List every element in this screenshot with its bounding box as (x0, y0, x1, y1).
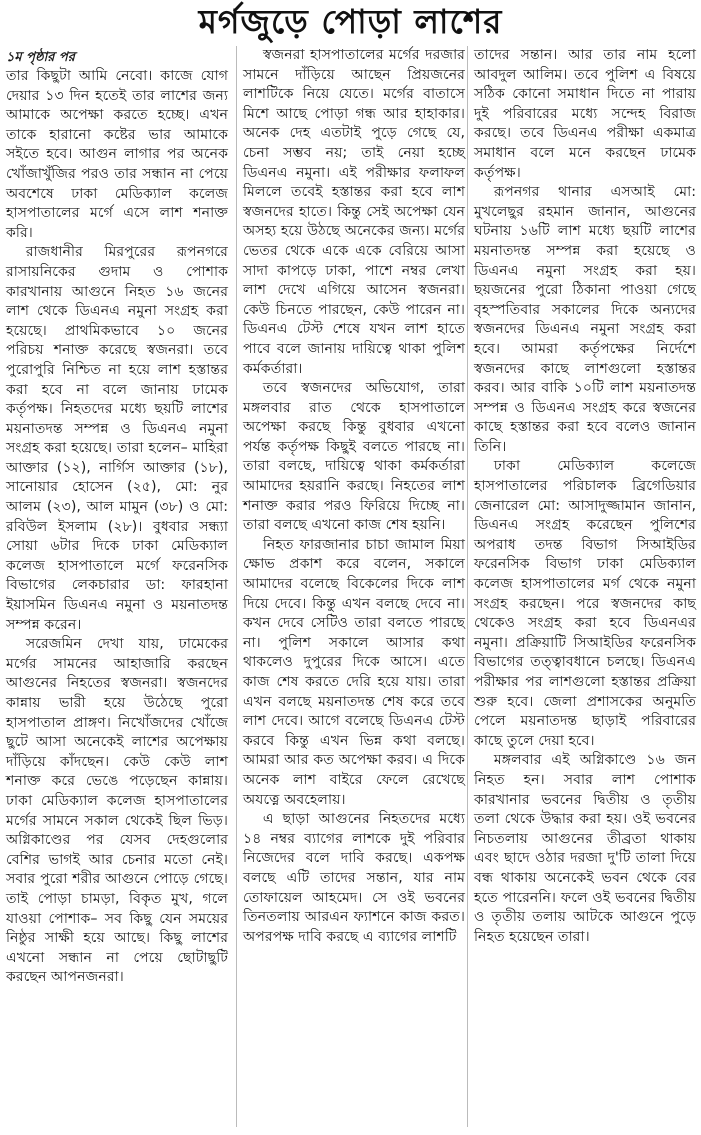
paragraph: তার কিছুটা আমি নেবো। কাজে যোগ দেয়ার ১৩ দিন হতেই তার লাশের জন্য আমাকে অপেক্ষা করতে হচ্ছে। এখন তাকে হারানো কষ্টের ভার আমাকে সইতে হবে। আগুন লাগার পর অনেক খোঁজাখুঁজির পরও তার সন্ধান না পেয়ে অবশেষে ঢাকা মেডিক্যাল কলেজ হাসপাতালের মর্গে এসে লাশ শনাক্ত করি। (6, 68, 228, 241)
paragraph: মঙ্গলবার এই অগ্নিকাণ্ডে ১৬ জন নিহত হন। সবার লাশ পোশাক কারখানার ভবনের দ্বিতীয় ও তৃতীয় তলা থেকে উদ্ধার করা হয়। ওই ভবনের নিচতলায় আগুনের তীব্রতা থাকায় এবং ছাদে ওঠার দরজা দু'টি তালা দিয়ে বন্ধ থাকায় অনেকেই ভবন থেকে বের হতে পারেননি। ফলে ওই ভবনের দ্বিতীয় ও তৃতীয় তলায় আটকে আগুনে পুড়ে নিহত হয়েছেন তারা। (474, 752, 696, 945)
paragraph: রূপনগর থানার এসআই মো: মুখলেছুর রহমান জানান, আগুনের ঘটনায় ১৬টি লাশ মধ্যে ছয়টি লাশের ময়নাতদন্ত সম্পন্ন করা হয়েছে ও ডিএনএ নমুনা সংগ্রহ করা হয়। ছয়জনের পুরো ঠিকানা পাওয়া গেছে বৃহস্পতিবার সকালের দিকে অন্যদের স্বজনদের ডিএনএ নমুনা সংগ্রহ করা হবে। আমরা কর্তৃপক্ষের নির্দেশে স্বজনদের কাছে লাশগুলো হস্তান্তর করব। আর বাকি ১০টি লাশ ময়নাতদন্ত সম্পন্ন ও ডিএনএ সংগ্রহ করে স্বজনের কাছে হস্তান্তর করা হবে বলেও জানান তিনি। (474, 184, 696, 455)
paragraph: সরেজমিন দেখা যায়, ঢামেকের মর্গের সামনের আহাজারি করছেন আগুনের নিহতের স্বজনরা। স্বজনদের কান্নায় ভারী হয়ে উঠেছে পুরো হাসপাতাল প্রাঙ্গণ। নিখোঁজদের খোঁজে ছুটে আসা অনেকেই লাশের অপেক্ষায় দাঁড়িয়ে কাঁদছেন। কেউ কেউ লাশ শনাক্ত করে ভেঙে পড়েছেন কান্নায়। ঢাকা মেডিক্যাল কলেজ হাসপাতালের মর্গের সামনে সকাল থেকেই ছিল ভিড়। অগ্নিকাণ্ডের পর যেসব দেহগুলোর বেশির ভাগই আর চেনার মতো নেই। সবার পুরো শরীর আগুনে পোড়ে গেছে। তাই পোড়া চামড়া, বিকৃত মুখ, গলে যাওয়া পোশাক– সব কিছু যেন সময়ের নিষ্ঠুর সাক্ষী হয়ে আছে। কিছু লাশের এখনো সন্ধান না পেয়ে ছোটাছুটি করছেন আপনজনরা। (6, 636, 228, 986)
column-divider (467, 46, 468, 1127)
paragraph: রাজধানীর মিরপুরের রূপনগরে রাসায়নিকের গুদাম ও পোশাক কারখানায় আগুনে নিহত ১৬ জনের লাশ থেকে ডিএনএ নমুনা সংগ্রহ করা হয়েছে। প্রাথমিকভাবে ১০ জনের পরিচয় শনাক্ত করেছে স্বজনরা। তবে পুরোপুরি নিশ্চিত না হয়ে লাশ হস্তান্তর করা হবে না বলে জানায় ঢামেক কর্তৃপক্ষ। নিহতদের মধ্যে ছয়টি লাশের ময়নাতদন্ত সম্পন্ন ও ডিএনএ নমুনা সংগ্রহ করা হয়েছে। তারা হলেন– মাহিরা আক্তার (১২), নার্গিস আক্তার (১৮), সানোয়ার হোসেন (২৫), মো: নুর আলম (২৩), আল মামুন (৩৮) ও মো: রবিউল ইসলাম (২৮)। বুধবার সন্ধ্যা সোয়া ৬টার দিকে ঢাকা মেডিক্যাল কলেজ হাসপাতালে মর্গে ফরেনসিক বিভাগের লেকচারার ডা: ফারহানা ইয়াসমিন ডিএনএ নমুনা ও ময়নাতদন্ত সম্পন্ন করেন। (6, 244, 228, 633)
paragraph: নিহত ফারজানার চাচা জামাল মিয়া ক্ষোভ প্রকাশ করে বলেন, সকালে আমাদের বলেছে বিকেলের দিকে লাশ দিয়ে দেবে। কিন্তু এখন বলছে দেবে না। কখন দেবে সেটিও তারা বলতে পারছে না। পুলিশ সকালে আসার কথা থাকলেও দুপুরের দিকে আসে। এতে কাজ শেষ করতে দেরি হয়ে যায়। তারা এখন বলছে ময়নাতদন্ত শেষ করে তবে লাশ দেবে। আগে বলেছে ডিএনএ টেস্ট করবে কিন্তু এখন ভিন্ন কথা বলছে। আমরা আর কত অপেক্ষা করব। এ দিকে অনেক লাশ বাইরে ফেলে রেখেছে অযত্নে অবহেলায়। (243, 536, 465, 808)
headline: মর্গজুড়ে পোড়া লাশের (198, 2, 503, 41)
paragraph: স্বজনরা হাসপাতালের মর্গের দরজার সামনে দাঁড়িয়ে আছেন প্রিয়জনের লাশটিকে নিয়ে যেতে। মর্গের বাতাসে মিশে আছে পোড়া গন্ধ আর হাহাকার। অনেক দেহ এতটাই পুড়ে গেছে যে, চেনা সম্ভব নয়; তাই নেয়া হচ্ছে ডিএনএ নমুনা। এই পরীক্ষার ফলাফল মিললে তবেই হস্তান্তর করা হবে লাশ স্বজনদের হাতে। কিন্তু সেই অপেক্ষা যেন অসহ্য হয়ে উঠছে অনেকের জন্য। মর্গের ভেতর থেকে একে একে বেরিয়ে আসা সাদা কাপড়ে ঢাকা, পাশে নম্বর লেখা লাশ দেখে এগিয়ে আসেন স্বজনরা। কেউ চিনতে পারছেন, কেউ পারেন না। ডিএনএ টেস্ট শেষে যখন লাশ হাতে পাবে বলে জানায় দায়িত্বে থাকা পুলিশ কর্মকর্তারা। (243, 47, 465, 377)
article-column-3 (474, 46, 696, 947)
article-column-1 (6, 46, 228, 988)
paragraph: এ ছাড়া আগুনের নিহতদের মধ্যে ১৪ নম্বর ব্যাগের লাশকে দুই পরিবার নিজেদের বলে দাবি করছে। একপক্ষ বলছে এটি তাদের সন্তান, যার নাম তোফায়েল আহমেদ। সে ওই ভবনের তিনতলায় আরএন ফ্যাশনে কাজ করত। অপরপক্ষ দাবি করছে এ ব্যাগের লাশটি (243, 811, 465, 945)
continuation-kicker: ১ম পৃষ্ঠার পর (6, 50, 75, 65)
paragraph: তাদের সন্তান। আর তার নাম হলো আবদুল আলিম। তবে পুলিশ এ বিষয়ে সঠিক কোনো সমাধান দিতে না পারায় দুই পরিবারের মধ্যে সন্দেহ বিরাজ করছে। তবে ডিএনএ পরীক্ষা একমাত্র সমাধান বলে মনে করছেন ঢামেক কর্তৃপক্ষ। (474, 47, 696, 181)
article-column-2 (243, 46, 465, 947)
paragraph: তবে স্বজনদের অভিযোগ, তারা মঙ্গলবার রাত থেকে হাসপাতালে অপেক্ষা করছে কিন্তু বুধবার এখনো পর্যন্ত কর্তৃপক্ষ কিছুই বলতে পারছে না। তারা বলছে, দায়িত্বে থাকা কর্মকর্তারা আমাদের হয়রানি করছে। নিহতের লাশ শনাক্ত করার পরও ফিরিয়ে দিচ্ছে না। তারা বলছে এখনো কাজ শেষ হয়নি। (243, 380, 465, 534)
column-divider (236, 46, 237, 1127)
paragraph: ঢাকা মেডিক্যাল কলেজে হাসপাতালের পরিচালক ব্রিগেডিয়ার জেনারেল মো: আসাদুজ্জামান জানান, ডিএনএ সংগ্রহ করেছেন পুলিশের অপরাধ তদন্ত বিভাগ সিআইডির ফরেনসিক বিভাগ ঢাকা মেডিক্যাল কলেজ হাসপাতালের মর্গ থেকে নমুনা সংগ্রহ করছেন। পরে স্বজনদের কাছ থেকেও সংগ্রহ করা হবে ডিএনএর নমুনা। প্রক্রিয়াটি সিআইডির ফরেনসিক বিভাগের তত্ত্বাবধানে চলছে। ডিএনএ পরীক্ষার পর লাশগুলো হস্তান্তর প্রক্রিয়া শুরু হবে। জেলা প্রশাসকের অনুমতি পেলে ময়নাতদন্ত ছাড়াই পরিবারের কাছে তুলে দেয়া হবে। (474, 458, 696, 749)
